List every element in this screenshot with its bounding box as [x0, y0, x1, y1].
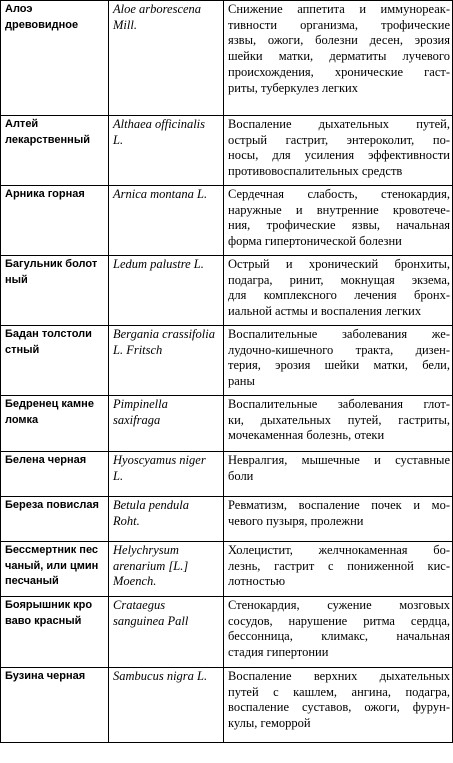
use-line: Снижение аппетита и иммунореак-: [228, 2, 450, 16]
use-line: острый гастрит, энтероколит, по-: [228, 132, 450, 147]
use-line: Ревматизм, воспаление почек и мо-: [228, 498, 450, 512]
plant-name-line: стный: [5, 343, 40, 356]
plants-table-body: [1, 1, 453, 743]
latin-name-line: Pimpinella: [113, 397, 168, 411]
table-row: [1, 186, 453, 256]
use-cell: [224, 116, 453, 186]
plant-name-cell: [1, 186, 109, 256]
use-line: шейки матки, дерматиты лучевого: [228, 49, 450, 64]
use-line: форма гипертонической болезни: [228, 234, 402, 249]
latin-name-line: Sambucus nigra L.: [113, 669, 208, 683]
use-line: бессонница, климакс, начальная: [228, 629, 450, 644]
table-row: [1, 542, 453, 597]
latin-name-line: sanguinea Pall: [113, 613, 189, 628]
use-line: боли: [228, 468, 254, 483]
plant-name-cell: [1, 256, 109, 326]
use-line: Воспаление верхних дыхательных: [228, 669, 450, 683]
latin-name-line: Crataegus: [113, 598, 166, 612]
use-line: наружные и внутренние кровотече-: [228, 202, 450, 217]
latin-name-line: Moench.: [113, 574, 157, 588]
use-line: ния, трофические язвы, начальная: [228, 218, 450, 233]
plant-name-line: Бадан толстоли: [5, 328, 92, 340]
plant-name-line: чаный, или цмин: [5, 559, 99, 572]
latin-name-cell: [109, 597, 224, 668]
use-line: для комплексного лечения бронх-: [228, 288, 450, 303]
table-row: [1, 396, 453, 452]
use-line: язвы, ожоги, болезни десен, эрозия: [228, 33, 450, 48]
use-line: воспаление суставов, ожоги, фурун-: [228, 700, 450, 715]
table-row: [1, 326, 453, 396]
plant-name-line: Алтей: [5, 118, 39, 130]
use-line: сосудов, нарушение ритма сердца,: [228, 613, 450, 628]
use-line: раны: [228, 374, 255, 389]
latin-name-cell: [109, 396, 224, 452]
plant-name-line: Боярышник кро: [5, 599, 93, 611]
plant-name-cell: [1, 542, 109, 597]
latin-name-line: Helychrysum: [113, 543, 179, 557]
latin-name-line: Hyoscyamus niger: [113, 453, 206, 467]
use-line: подагра, ринит, мокнущая экзема,: [228, 272, 450, 287]
latin-name-cell: [109, 452, 224, 497]
table-row: [1, 668, 453, 743]
use-line: Воспаление дыхательных путей,: [228, 117, 450, 131]
plant-name-line: Бузина черная: [5, 670, 86, 682]
plant-name-cell: [1, 116, 109, 186]
use-line: Острый и хронический бронхиты,: [228, 257, 450, 271]
use-line: кулы, геморрой: [228, 716, 311, 731]
use-line: Сердечная слабость, стенокардия,: [228, 187, 450, 201]
use-line: Воспалительные заболевания же-: [228, 327, 450, 341]
plant-name-line: Багульник болот: [5, 258, 98, 270]
use-line: лудочно-кишечного тракта, дизен-: [228, 342, 450, 357]
use-line: тивности организма, трофические: [228, 17, 450, 32]
use-line: терия, эрозия шейки матки, бели,: [228, 358, 450, 373]
use-line: путей с кашлем, ангина, подагра,: [228, 684, 450, 699]
use-cell: [224, 396, 453, 452]
use-cell: [224, 542, 453, 597]
latin-name-line: Aloe arborescena: [113, 2, 202, 16]
plant-name-cell: [1, 1, 109, 116]
use-line: лезнь, гастрит с пониженной кис-: [228, 558, 450, 573]
latin-name-line: Arnica montana L.: [113, 187, 208, 201]
plant-name-cell: [1, 396, 109, 452]
latin-name-line: L. Fritsch: [113, 342, 163, 357]
latin-name-line: L.: [113, 132, 124, 147]
plant-name-cell: [1, 452, 109, 497]
use-line: лотностью: [228, 574, 286, 589]
latin-name-cell: [109, 256, 224, 326]
latin-name-line: Bergania crassifolia: [113, 327, 215, 341]
use-line: риты, туберкулез легких: [228, 80, 358, 95]
plant-name-line: ваво красный: [5, 614, 82, 627]
use-line: ки, дыхательных путей, гастриты,: [228, 412, 450, 427]
plant-name-line: лекарственный: [5, 133, 90, 146]
plant-name-line: Бедренец камне: [5, 398, 94, 410]
use-cell: [224, 326, 453, 396]
use-cell: [224, 668, 453, 743]
latin-name-cell: [109, 116, 224, 186]
use-line: Невралгия, мышечные и суставные: [228, 453, 450, 467]
use-line: мочекаменная болезнь, отеки: [228, 428, 385, 443]
use-line: Воспалительные заболевания глот-: [228, 397, 450, 411]
latin-name-line: Althaea officinalis: [113, 117, 206, 131]
latin-name-cell: [109, 186, 224, 256]
latin-name-cell: [109, 1, 224, 116]
use-cell: [224, 497, 453, 542]
latin-name-line: Mill.: [113, 17, 137, 32]
latin-name-line: L.: [113, 468, 124, 483]
plant-name-line: ломка: [5, 413, 39, 426]
latin-name-line: arenarium [L.]: [113, 558, 189, 573]
use-cell: [224, 256, 453, 326]
use-line: стадия гипертонии: [228, 645, 329, 660]
latin-name-cell: [109, 497, 224, 542]
latin-name-cell: [109, 668, 224, 743]
plant-name-cell: [1, 326, 109, 396]
table-row: [1, 452, 453, 497]
plant-name-cell: [1, 497, 109, 542]
use-cell: [224, 186, 453, 256]
table-row: [1, 256, 453, 326]
plant-name-line: Береза повислая: [5, 499, 99, 511]
use-line: происхождения, хронические гаст-: [228, 64, 450, 79]
use-line: носы, для усиления эффективности: [228, 148, 450, 163]
plant-name-line: Бессмертник пес: [5, 544, 99, 556]
use-cell: [224, 597, 453, 668]
plant-name-line: песчаный: [5, 575, 59, 587]
table-row: [1, 1, 453, 116]
plant-name-line: Алоэ: [5, 3, 33, 15]
use-line: Холецистит, желчнокаменная бо-: [228, 543, 450, 557]
latin-name-line: Roht.: [113, 513, 140, 528]
plant-name-cell: [1, 597, 109, 668]
use-line: Стенокардия, сужение мозговых: [228, 598, 450, 612]
latin-name-line: Betula pendula: [113, 498, 190, 512]
latin-name-line: Ledum palustre L.: [113, 257, 204, 271]
latin-name-cell: [109, 542, 224, 597]
table-row: [1, 116, 453, 186]
plant-name-cell: [1, 668, 109, 743]
plant-name-line: Белена черная: [5, 454, 87, 466]
plant-name-line: ный: [5, 273, 28, 286]
use-line: чевого пузыря, пролежни: [228, 513, 364, 528]
use-cell: [224, 1, 453, 116]
plant-name-line: Арника горная: [5, 188, 85, 200]
use-line: иальной астмы и воспаления легких: [228, 304, 422, 319]
plant-name-line: древовидное: [5, 18, 79, 31]
use-cell: [224, 452, 453, 497]
use-line: противовоспалительных средств: [228, 164, 403, 179]
latin-name-line: saxifraga: [113, 412, 161, 427]
latin-name-cell: [109, 326, 224, 396]
table-row: [1, 497, 453, 542]
table-row: [1, 597, 453, 668]
